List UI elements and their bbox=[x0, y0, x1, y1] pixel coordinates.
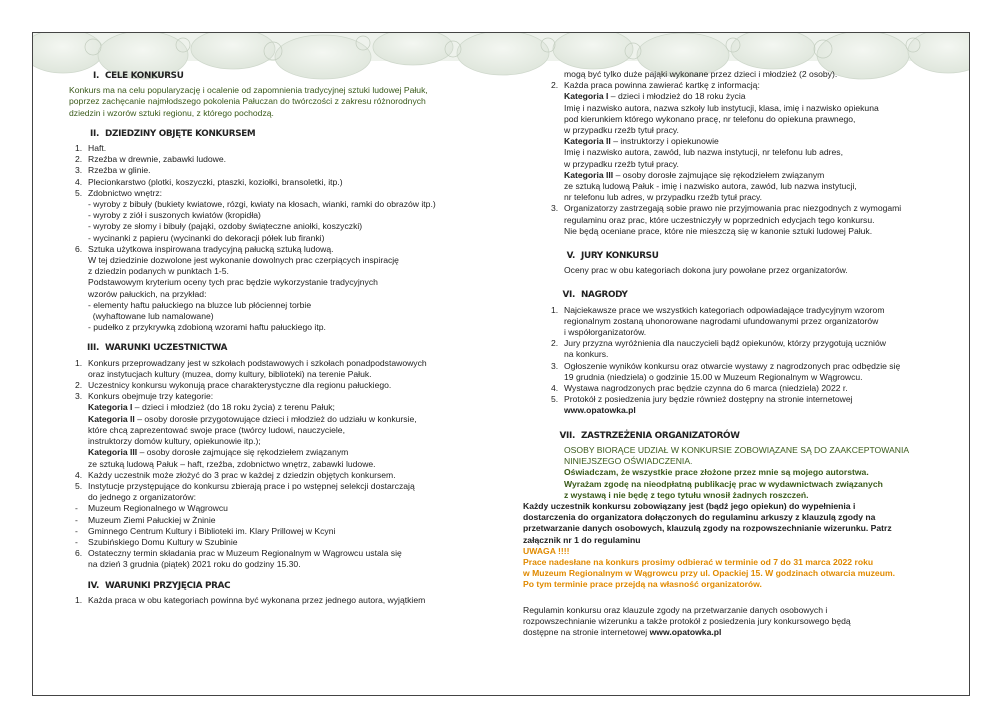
warning-line: Po tym terminie prace przejdą na własność organizatorów. bbox=[523, 579, 762, 590]
section-number: VI. bbox=[562, 290, 575, 301]
declaration-line: z wystawą i nie będę z tego tytułu wnosił żadnych roszczeń. bbox=[564, 489, 809, 500]
section-title: CELE KONKURSU bbox=[105, 71, 184, 81]
obligation-line: dostarczenia do organizatora dołączonych do regulaminu arkuszy z klauzulą zgody na bbox=[523, 512, 876, 523]
list-item: 2. Rzeźba w drewnie, zabawki ludowe. bbox=[75, 154, 227, 165]
list-item: 6. Sztuka użytkowa inspirowana tradycyjną pałucką sztuką ludową. bbox=[75, 243, 334, 254]
website-link[interactable]: www.opatowka.pl bbox=[649, 626, 722, 637]
right-column bbox=[523, 69, 945, 648]
declaration-line: Wyrażam zgodę na nieodpłatną publikację prac w wydawnictwach związanych bbox=[564, 478, 883, 489]
list-item: 4. Każdy uczestnik może złożyć do 3 prac w każdej z dziedzin objętych konkursem. bbox=[75, 469, 396, 480]
section-title: DZIEDZINY OBJĘTE KONKURSEM bbox=[105, 128, 256, 139]
list-item: 3. Ogłoszenie wyników konkursu oraz otwarcie wystawy z nagrodzonych prac odbędzie się 19 grudnia (niedziela) o godzinie 15.00 w Muzeum Regionalnym w Wągrowcu. bbox=[551, 360, 901, 382]
final-line: rozpowszechnianie wizerunku a także protokół z posiedzenia jury konkursowego będą bbox=[523, 615, 851, 626]
organizer-item: - Szubińskiego Domu Kultury w Szubinie bbox=[75, 536, 238, 547]
section-number: V. bbox=[566, 251, 575, 262]
section-title: WARUNKI PRZYJĘCIA PRAC bbox=[105, 580, 231, 591]
list-item: 5. Protokół z posiedzenia jury będzie również dostępny na stronie internetowej www.opatowka.pl bbox=[551, 394, 853, 416]
list-item: 6. Ostateczny termin składania prac w Muzeum Regionalnym w Wągrowcu ustala się na dzień 3 grudnia (piątek) 2021 roku do godziny 15.30. bbox=[75, 548, 402, 570]
sub-item: Podstawowym kryterium oceny tych prac będzie wykorzystanie tradycyjnych bbox=[88, 277, 378, 288]
obligation-line: załącznik nr 1 do regulaminu bbox=[523, 534, 641, 545]
list-item: 1. Konkurs przeprowadzany jest w szkołach podstawowych i szkołach ponadpodstawowych oraz instytucjach kultury (muzea, domy kultury, biblioteki) na terenie Pałuk. bbox=[75, 357, 427, 379]
list-item: 2. Uczestnicy konkursu wykonują prace charakterystyczne dla regionu pałuckiego. bbox=[75, 380, 392, 391]
section-dziedziny bbox=[69, 129, 499, 334]
section-number: IV. bbox=[87, 580, 99, 591]
organizer-item: - Gminnego Centrum Kultury i Biblioteki im. Klary Prillowej w Kcyni bbox=[75, 525, 336, 536]
list-item: 2. Jury przyzna wyróżnienia dla nauczycieli bądź opiekunów, którzy przygotują uczniów na konkurs. bbox=[551, 338, 886, 360]
sub-item: - wycinanki z papieru (wycinanki do dekoracji półek lub firanki) bbox=[88, 232, 325, 243]
document-page bbox=[32, 32, 970, 696]
section-cele bbox=[69, 71, 499, 119]
website-link[interactable]: www.opatowka.pl bbox=[564, 405, 636, 416]
list-item: 4. Wystawa nagrodzonych prac będzie czynna do 6 marca (niedziela) 2022 r. bbox=[551, 383, 848, 394]
paragraph-line: poprzez zachęcanie najmłodszego pokolenia Pałuczan do twórczości z zakresu różnorodnych bbox=[69, 96, 426, 107]
section-warunki-przyjecia bbox=[69, 581, 499, 606]
sub-item: - pudełko z przykrywką zdobioną wzorami haftu pałuckiego itp. bbox=[88, 322, 326, 333]
sub-item: W tej dziedzinie dozwolone jest wykonanie dowolnych prac czerpiących inspirację bbox=[88, 255, 399, 266]
section-title: NAGRODY bbox=[581, 290, 628, 301]
jury-text: Oceny prac w obu kategoriach dokona jury powołane przez organizatorów. bbox=[564, 265, 848, 276]
final-line: Regulamin konkursu oraz klauzule zgody na przetwarzanie danych osobowych i bbox=[523, 604, 828, 615]
sub-item: - wyroby ze słomy i bibuły (pająki, ozdoby świąteczne aniołki, koszyczki) bbox=[88, 221, 363, 232]
paragraph-line: dziedzin i wzorów sztuki regionu, z którego pochodzą. bbox=[69, 107, 274, 118]
section-title: WARUNKI UCZESTNICTWA bbox=[105, 343, 228, 354]
section-zastrzezenia bbox=[523, 430, 945, 638]
section-jury bbox=[545, 251, 945, 276]
list-item: 1. Haft. bbox=[75, 143, 107, 154]
caps-statement: NINIEJSZEGO OŚWIADCZENIA. bbox=[564, 456, 693, 467]
organizer-item: - Muzeum Regionalnego w Wągrowcu bbox=[75, 503, 228, 514]
obligation-line: przetwarzanie danych osobowych, klauzulą zgody na rozpowszechnianie wizerunku. Patrz bbox=[523, 523, 892, 534]
continued-line: mogą być tylko duże pająki wykonane przez dzieci i młodzież (2 osoby). bbox=[564, 69, 838, 79]
paragraph-line: Konkurs ma na celu popularyzację i ocalenie od zapomnienia tradycyjnej sztuki ludowej Pałuk, bbox=[69, 85, 428, 96]
warning-label: UWAGA !!!! bbox=[523, 545, 570, 556]
list-item: 1. Każda praca w obu kategoriach powinna być wykonana przez jednego autora, wyjątkiem bbox=[75, 594, 426, 605]
list-item: 5. Zdobnictwo wnętrz: bbox=[75, 187, 163, 198]
warning-line: Prace nadesłane na konkurs prosimy odbierać w terminie od 7 do 31 marca 2022 roku bbox=[523, 556, 874, 567]
section-number: I. bbox=[92, 71, 99, 81]
list-item: 5. Instytucje przystępujące do konkursu zbierają prace i po wstępnej selekcji dostarczają do jednego z organizatorów: bbox=[75, 480, 415, 503]
obligation-line: Każdy uczestnik konkursu zobowiązany jest (bądź jego opiekun) do wypełnienia i bbox=[523, 500, 856, 511]
sub-item: wzorów pałuckich, na przykład: bbox=[88, 288, 207, 299]
list-item: 3. Organizatorzy zastrzegają sobie prawo nie przyjmowania prac niezgodnych z wymogami regulaminu oraz prac, które uczestniczyły w poprzednich edycjach tego konkursu. Nie będą oceniane prace, które nie mieszczą się w kanonie sztuki ludowej Pałuk. bbox=[551, 203, 902, 236]
list-item: 4. Plecionkarstwo (plotki, koszyczki, ptaszki, koziołki, bransoletki, itp.) bbox=[75, 176, 343, 187]
caps-statement: OSOBY BIORĄCE UDZIAŁ W KONKURSIE ZOBOWIĄZANE SĄ DO ZAAKCEPTOWANIA bbox=[564, 444, 910, 455]
list-item: 3. Konkurs obejmuje trzy kategorie: Kategoria I – dzieci i młodzież (do 18 roku życia) z terenu Pałuk; Kategoria II – osoby dorosłe przygotowujące dzieci i młodzież do udziału w konkursie, które chcą zaprezentować swoje prace (twórcy ludowi, nauczyciele, instruktorzy domów kultury, opiekunowie itp.); Kategoria III – osoby dorosłe zajmujące się rękodziełem związanym ze sztuką ludową Pałuk – haft, rzeźba, zdobnictwo wnętrz, zabawki ludowe. bbox=[75, 391, 417, 469]
sub-item: (wyhaftowane lub namalowane) bbox=[88, 311, 214, 322]
sub-item: z dziedzin podanych w punktach 1-5. bbox=[88, 266, 229, 277]
section-number: II. bbox=[90, 128, 99, 139]
list-item: 2. Każda praca powinna zawierać kartkę z informacją: Kategoria I – dzieci i młodzież do 18 roku życia Imię i nazwisko autora, nazwa szkoły lub instytucji, klasa, imię i nazwisko opiekuna pod kierunkiem którego wykonano pracę, nr telefonu do opiekuna prawnego, w przypadku rzeźb tytuł pracy. Kategoria II – instruktorzy i opiekunowie Imię i nazwisko autora, zawód, lub nazwa instytucji, nr telefonu lub adres, w przypadku rzeźb tytuł pracy. Kategoria III – osoby dorosłe zajmujące się rękodziełem związanym ze sztuką ludową Pałuk - imię i nazwisko autora, zawód, lub nazwa instytucji, nr telefonu lub adres, w przypadku rzeźb tytuł pracy. bbox=[551, 80, 879, 203]
section-title: ZASTRZEŻENIA ORGANIZATORÓW bbox=[581, 430, 740, 441]
list-item: 3. Rzeźba w glinie. bbox=[75, 165, 151, 176]
section-title: JURY KONKURSU bbox=[581, 251, 659, 262]
sub-item: - wyroby z bibuły (bukiety kwiatowe, rózgi, kwiaty na kłosach, wianki, ramki do obrazów itp.) bbox=[88, 199, 436, 210]
section-number: VII. bbox=[559, 430, 575, 441]
warning-line: w Muzeum Regionalnym w Wągrowcu przy ul. Opackiej 15. W godzinach otwarcia muzeum. bbox=[523, 568, 895, 579]
organizer-item: - Muzeum Ziemi Pałuckiej w Żninie bbox=[75, 514, 216, 525]
section-number: III. bbox=[87, 343, 99, 354]
section-nagrody bbox=[545, 290, 945, 416]
list-item: 1. Najciekawsze prace we wszystkich kategoriach odpowiadające tradycyjnym wzorom regionalnym zostaną uhonorowane nagrodami ufundowanymi przez organizatorów i współorganizatorów. bbox=[551, 304, 885, 338]
declaration-line: Oświadczam, że wszystkie prace złożone przez mnie są mojego autorstwa. bbox=[564, 467, 869, 478]
left-column bbox=[69, 71, 499, 616]
section-warunki-uczestnictwa bbox=[69, 343, 499, 570]
section-warunki-przyjecia-cont bbox=[545, 69, 945, 237]
sub-item: - wyroby z ziół i suszonych kwiatów (kropidła) bbox=[88, 210, 261, 221]
sub-item: - elementy haftu pałuckiego na bluzce lub płóciennej torbie bbox=[88, 299, 312, 310]
final-line: dostępne na stronie internetowej www.opatowka.pl bbox=[523, 626, 722, 637]
